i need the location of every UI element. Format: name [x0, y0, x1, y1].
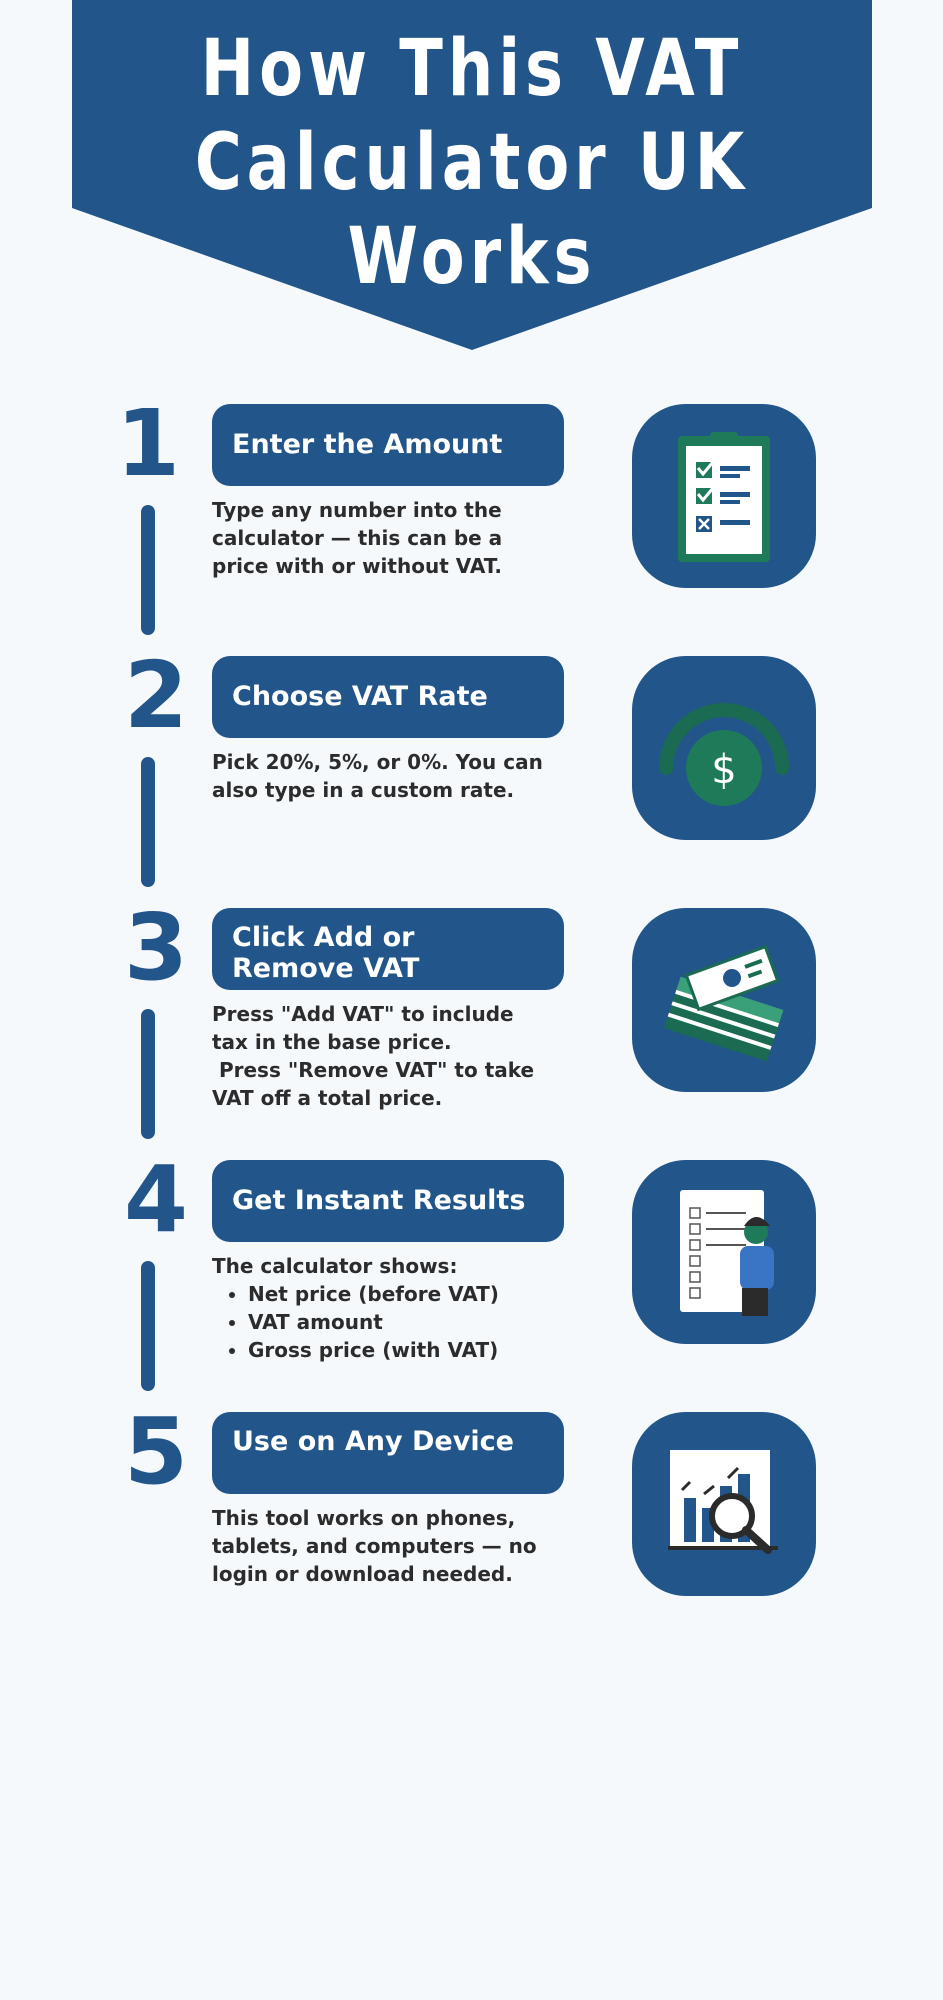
step-2-number: 2 — [124, 642, 189, 749]
step-3-number: 3 — [124, 894, 189, 1001]
step-4-number: 4 — [124, 1146, 189, 1253]
dollar-gauge-icon — [632, 656, 816, 840]
results-list-item: • Gross price (with VAT) — [248, 1336, 552, 1364]
svg-text:$: $ — [711, 747, 737, 793]
step-1-connector — [141, 505, 155, 635]
results-list-item: • Net price (before VAT) — [248, 1280, 552, 1308]
step-3-connector — [141, 1009, 155, 1139]
step-3-description-line2: Press "Remove VAT" to take VAT off a total price. — [212, 1058, 542, 1110]
step-4-connector — [141, 1261, 155, 1391]
step-3-icon-tile — [632, 908, 816, 1092]
step-4-description-intro: The calculator shows: — [212, 1254, 458, 1278]
person-checklist-icon — [632, 1160, 816, 1344]
step-5-number: 5 — [124, 1398, 189, 1505]
step-3-description-line1: Press "Add VAT" to include tax in the base price. — [212, 1002, 514, 1054]
page-title-line2: Calculator UK Works — [194, 118, 750, 302]
step-3-title: Click Add or Remove VAT — [212, 908, 564, 990]
step-1-number: 1 — [116, 390, 181, 497]
step-5-icon-tile — [632, 1412, 816, 1596]
step-2-icon-tile — [632, 656, 816, 840]
step-2-title: Choose VAT Rate — [212, 656, 564, 738]
results-list-item: • VAT amount — [248, 1308, 552, 1336]
header-banner — [72, 0, 872, 352]
step-5-title: Use on Any Device — [212, 1412, 564, 1494]
step-1-title: Enter the Amount — [212, 404, 564, 486]
step-5-description: This tool works on phones, tablets, and computers — no login or download needed. — [212, 1506, 537, 1586]
clipboard-checklist-icon — [632, 404, 816, 588]
step-1-description: Type any number into the calculator — this can be a price with or without VAT. — [212, 498, 503, 578]
step-4-icon-tile — [632, 1160, 816, 1344]
step-4-description — [212, 1252, 552, 1364]
page-title-line1: How This VAT — [200, 24, 744, 114]
page-title — [144, 22, 800, 304]
step-3-description — [212, 1000, 552, 1112]
step-1-icon-tile — [632, 404, 816, 588]
chart-magnifier-icon — [632, 1412, 816, 1596]
results-list — [212, 1280, 552, 1364]
step-2-connector — [141, 757, 155, 887]
step-4-title: Get Instant Results — [212, 1160, 564, 1242]
money-stack-icon — [632, 908, 816, 1092]
step-2-description: Pick 20%, 5%, or 0%. You can also type in a custom rate. — [212, 750, 543, 802]
